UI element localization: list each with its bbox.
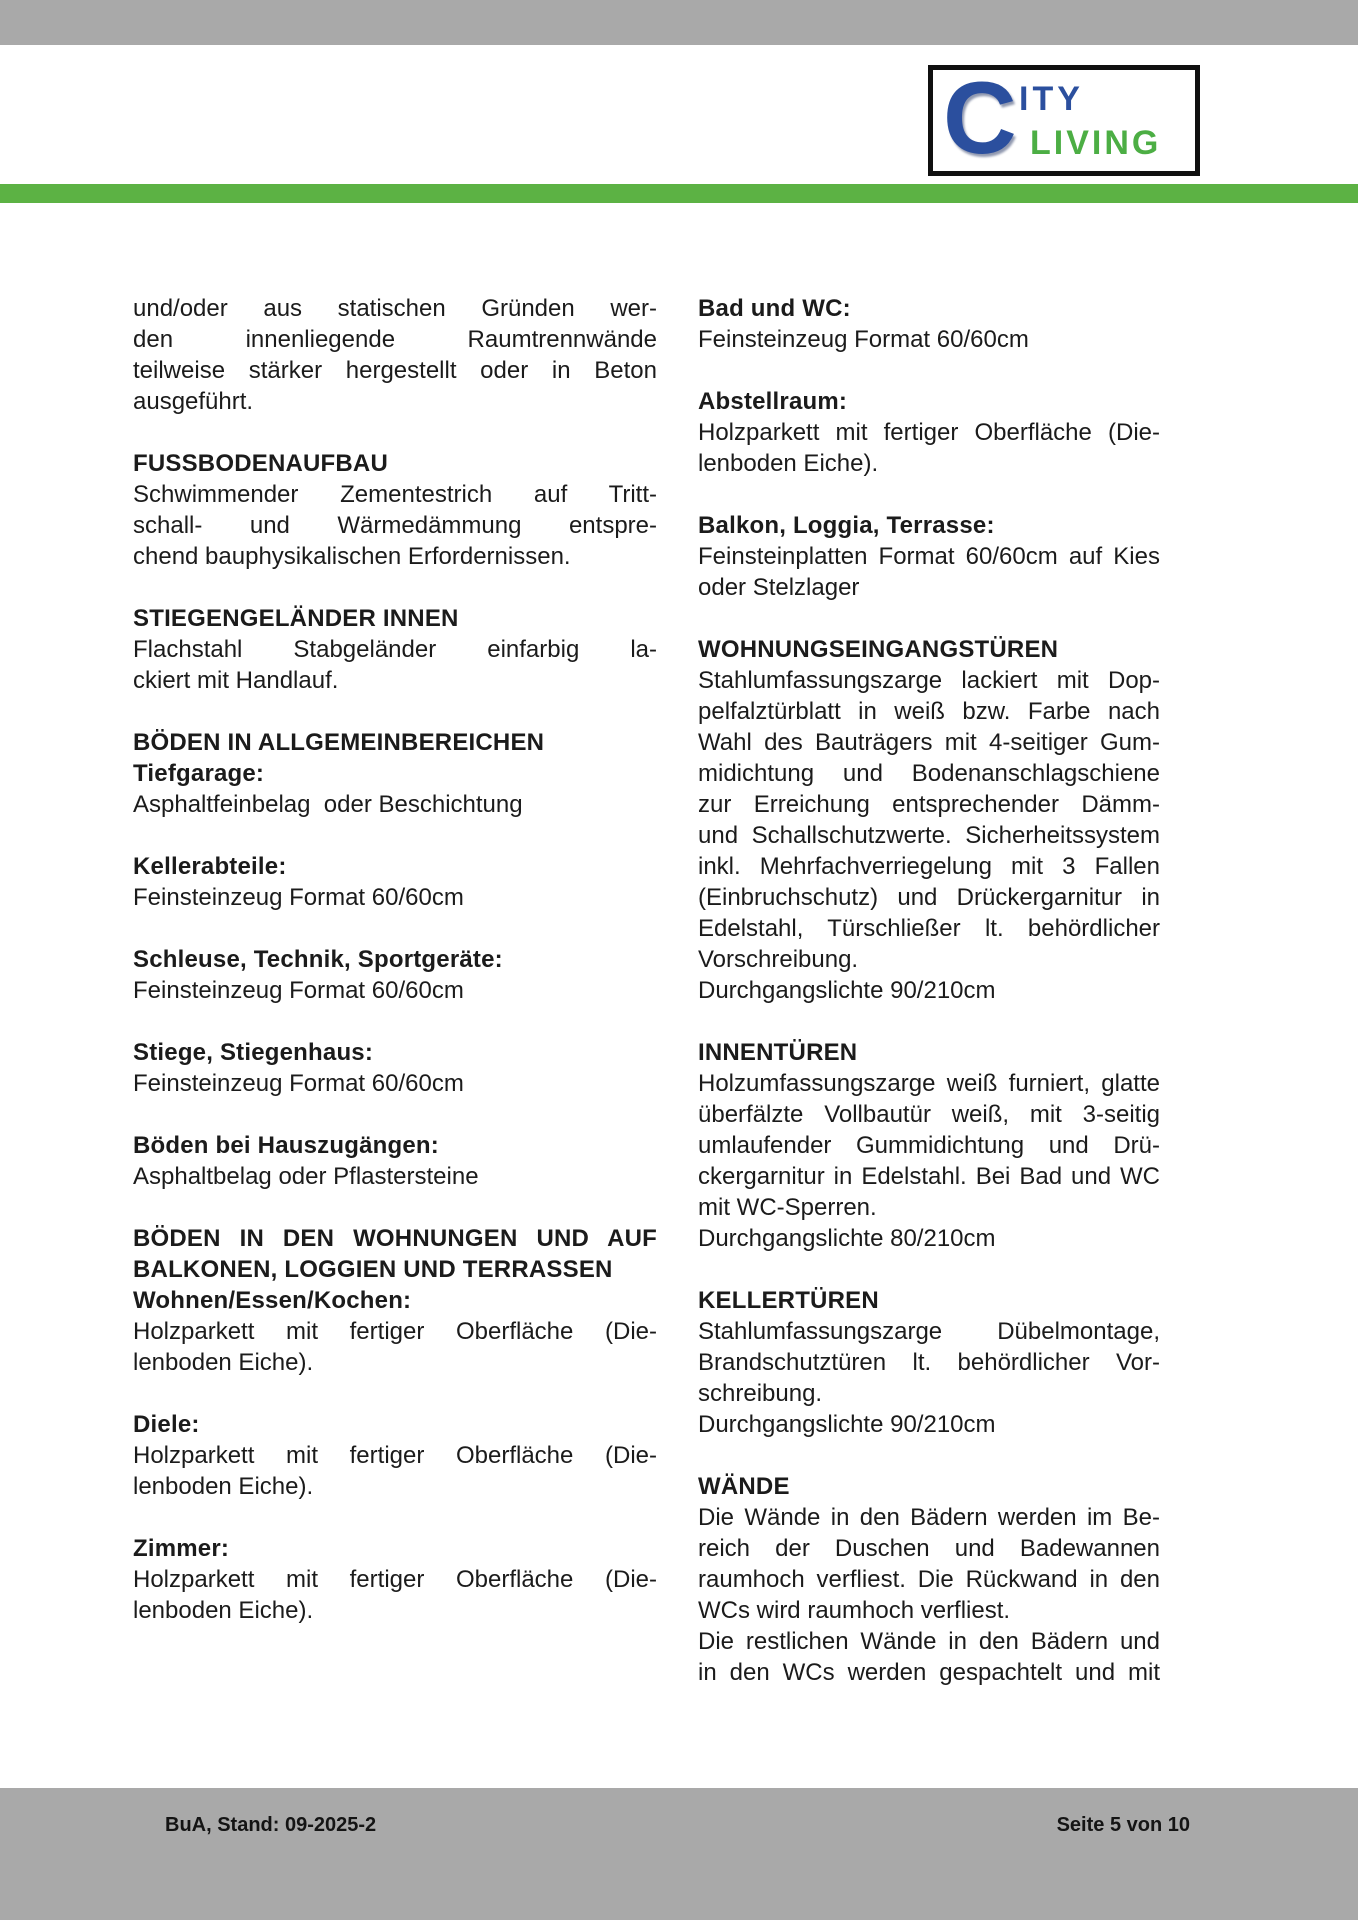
left-column: [133, 293, 657, 1688]
heading-line: Schleuse, Technik, Sportgeräte:: [133, 946, 503, 973]
text-line: raumhoch verfliest. Die Rückwand in den: [698, 1566, 1160, 1593]
blank-line: [698, 1254, 1160, 1285]
text-line: oder Stelzlager: [698, 574, 860, 601]
logo-letter-c: C: [943, 61, 1017, 175]
green-divider-bar: [0, 184, 1358, 203]
blank-line: [133, 696, 657, 727]
text-line: mit WC-Sperren.: [698, 1194, 877, 1221]
text-line: (Einbruchschutz) und Drückergarnitur in: [698, 884, 1160, 911]
text-line: lenboden Eiche).: [698, 450, 879, 477]
footer-page-number: Seite 5 von 10: [1056, 1814, 1190, 1836]
text-line: Holzparkett mit fertiger Oberfläche (Die-: [698, 419, 1160, 446]
text-line: ckiert mit Handlauf.: [133, 667, 339, 694]
text-line: Asphaltbelag oder Pflastersteine: [133, 1163, 479, 1190]
blank-line: [133, 820, 657, 851]
text-line: teilweise stärker hergestellt oder in Beton: [133, 357, 657, 384]
text-line: ckergarnitur in Edelstahl. Bei Bad und WC: [698, 1163, 1160, 1190]
blank-line: [133, 572, 657, 603]
text-line: ausgeführt.: [133, 388, 254, 415]
blank-line: [698, 1006, 1160, 1037]
document-body: [133, 293, 1160, 1688]
text-line: Schwimmender Zementestrich auf Tritt-: [133, 481, 657, 508]
heading-line: WOHNUNGSEINGANGSTÜREN: [698, 636, 1059, 663]
text-line: Holzumfassungszarge weiß furniert, glatte: [698, 1070, 1160, 1097]
text-line: Vorschreibung.: [698, 946, 859, 973]
logo-text-living: LIVING: [1030, 124, 1162, 162]
heading-line: Böden bei Hauszugängen:: [133, 1132, 439, 1159]
text-line: lenboden Eiche).: [133, 1597, 314, 1624]
text-line: zur Erreichung entsprechender Dämm-: [698, 791, 1160, 818]
text-line: Feinsteinplatten Format 60/60cm auf Kies: [698, 543, 1160, 570]
text-line: Durchgangslichte 80/210cm: [698, 1225, 996, 1252]
blank-line: [698, 355, 1160, 386]
text-line: Holzparkett mit fertiger Oberfläche (Die-: [133, 1566, 657, 1593]
blank-line: [133, 913, 657, 944]
text-line: pelfalztürblatt in weiß bzw. Farbe nach: [698, 698, 1160, 725]
heading-line: Zimmer:: [133, 1535, 230, 1562]
heading-line: Wohnen/Essen/Kochen:: [133, 1287, 412, 1314]
heading-line: BÖDEN IN DEN WOHNUNGEN UND AUF: [133, 1225, 657, 1252]
top-gray-band: [0, 0, 1358, 45]
text-line: Wahl des Bauträgers mit 4-seitiger Gum-: [698, 729, 1160, 756]
blank-line: [133, 417, 657, 448]
heading-line: FUSSBODENAUFBAU: [133, 450, 388, 477]
heading-line: Diele:: [133, 1411, 200, 1438]
heading-line: Stiege, Stiegenhaus:: [133, 1039, 374, 1066]
text-line: Feinsteinzeug Format 60/60cm: [133, 1070, 464, 1097]
text-line: Feinsteinzeug Format 60/60cm: [698, 326, 1029, 353]
text-line: lenboden Eiche).: [133, 1349, 314, 1376]
heading-line: Abstellraum:: [698, 388, 848, 415]
text-line: WCs wird raumhoch verfliest.: [698, 1597, 1011, 1624]
blank-line: [133, 1099, 657, 1130]
heading-line: Balkon, Loggia, Terrasse:: [698, 512, 995, 539]
heading-line: STIEGENGELÄNDER INNEN: [133, 605, 459, 632]
text-line: Durchgangslichte 90/210cm: [698, 977, 996, 1004]
text-line: Brandschutztüren lt. behördlicher Vor-: [698, 1349, 1160, 1376]
text-line: Asphaltfeinbelag oder Beschichtung: [133, 791, 523, 818]
heading-line: Bad und WC:: [698, 295, 851, 322]
heading-line: WÄNDE: [698, 1473, 790, 1500]
blank-line: [133, 1006, 657, 1037]
text-line: Stahlumfassungszarge Dübelmontage,: [698, 1318, 1160, 1345]
text-line: inkl. Mehrfachverriegelung mit 3 Fallen: [698, 853, 1160, 880]
text-line: Die restlichen Wände in den Bädern und: [698, 1628, 1160, 1655]
text-line: Stahlumfassungszarge lackiert mit Dop-: [698, 667, 1160, 694]
blank-line: [133, 1378, 657, 1409]
blank-line: [133, 1502, 657, 1533]
text-line: lenboden Eiche).: [133, 1473, 314, 1500]
footer-document-version: BuA, Stand: 09-2025-2: [165, 1814, 377, 1836]
logo-text-ity: ITY: [1019, 80, 1084, 118]
text-line: den innenliegende Raumtrennwände: [133, 326, 657, 353]
footer-gray-band: [0, 1788, 1358, 1920]
text-line: schall- und Wärmedämmung entspre-: [133, 512, 657, 539]
heading-line: BALKONEN, LOGGIEN UND TERRASSEN: [133, 1256, 613, 1283]
text-line: schreibung.: [698, 1380, 823, 1407]
text-line: Feinsteinzeug Format 60/60cm: [133, 977, 464, 1004]
text-line: midichtung und Bodenanschlagschiene: [698, 760, 1160, 787]
text-line: und/oder aus statischen Gründen wer-: [133, 295, 657, 322]
heading-line: KELLERTÜREN: [698, 1287, 879, 1314]
text-line: Flachstahl Stabgeländer einfarbig la-: [133, 636, 657, 663]
text-line: reich der Duschen und Badewannen: [698, 1535, 1160, 1562]
text-line: Holzparkett mit fertiger Oberfläche (Die-: [133, 1442, 657, 1469]
heading-line: INNENTÜREN: [698, 1039, 858, 1066]
text-line: überfälzte Vollbautür weiß, mit 3-seitig: [698, 1101, 1160, 1128]
heading-line: BÖDEN IN ALLGEMEINBEREICHEN: [133, 729, 545, 756]
city-living-logo: [928, 61, 1200, 176]
heading-line: Kellerabteile:: [133, 853, 287, 880]
heading-line: Tiefgarage:: [133, 760, 265, 787]
blank-line: [133, 1192, 657, 1223]
blank-line: [698, 479, 1160, 510]
text-line: chend bauphysikalischen Erfordernissen.: [133, 543, 571, 570]
text-line: Die Wände in den Bädern werden im Be-: [698, 1504, 1160, 1531]
text-line: Edelstahl, Türschließer lt. behördlicher: [698, 915, 1160, 942]
blank-line: [698, 1440, 1160, 1471]
blank-line: [698, 603, 1160, 634]
text-line: Feinsteinzeug Format 60/60cm: [133, 884, 464, 911]
text-line: umlaufender Gummidichtung und Drü-: [698, 1132, 1160, 1159]
right-column: [698, 293, 1160, 1688]
text-line: Holzparkett mit fertiger Oberfläche (Die-: [133, 1318, 657, 1345]
text-line: und Schallschutzwerte. Sicherheitssystem: [698, 822, 1160, 849]
text-line: Durchgangslichte 90/210cm: [698, 1411, 996, 1438]
text-line: in den WCs werden gespachtelt und mit: [698, 1659, 1160, 1686]
